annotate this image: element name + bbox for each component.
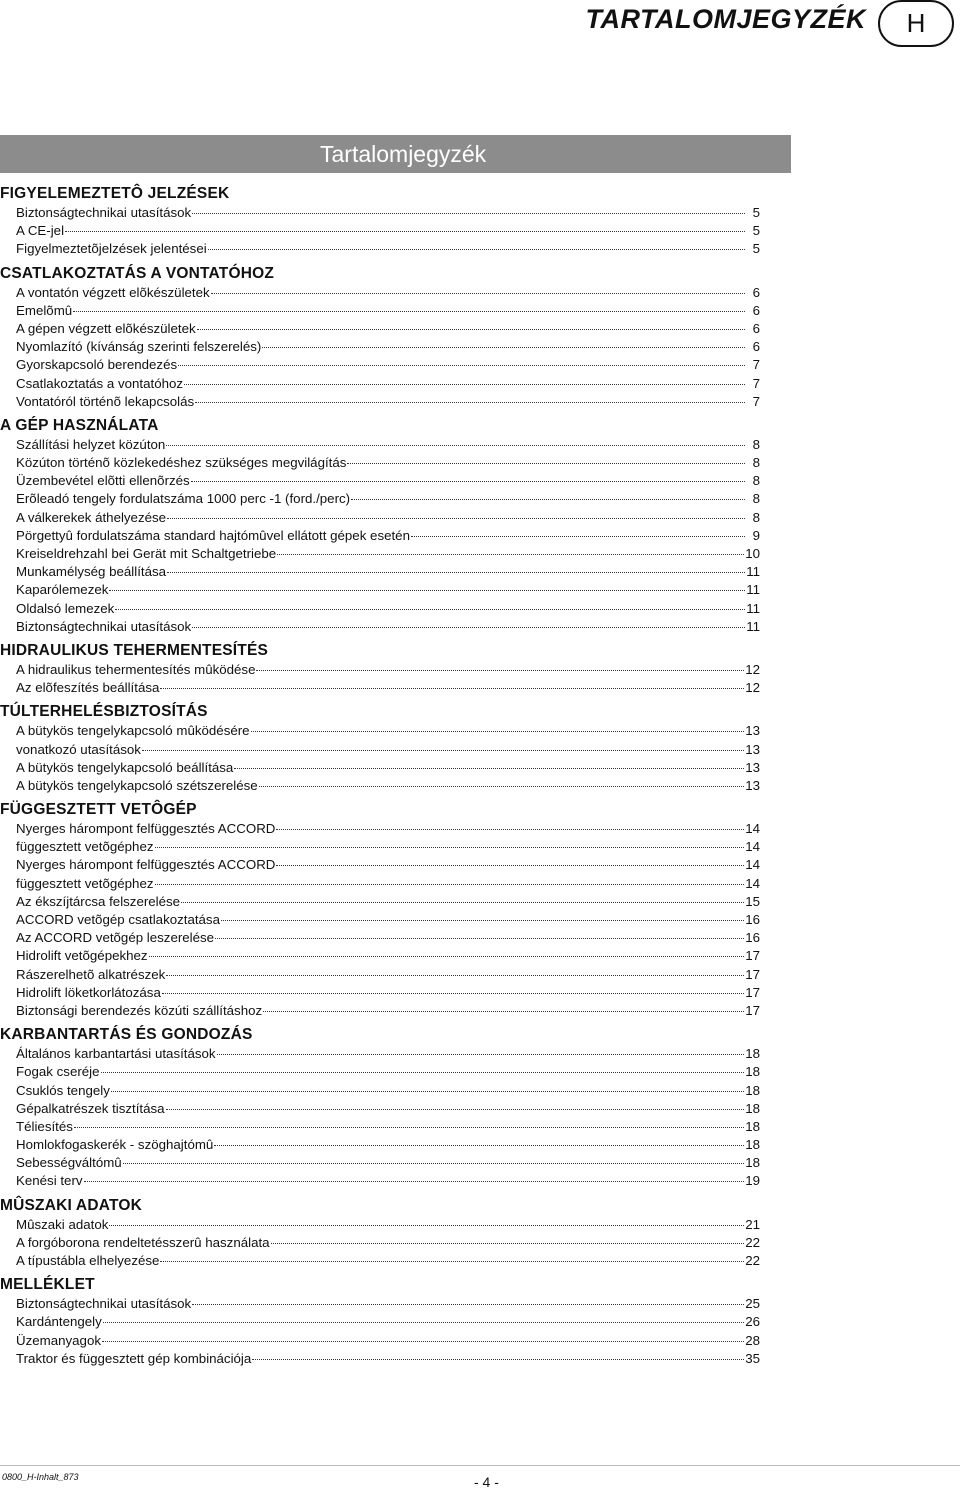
dot-leader [347, 463, 745, 464]
toc-section [0, 1274, 760, 1368]
dot-leader [166, 1109, 745, 1110]
dot-leader [277, 554, 744, 555]
entry-page-number: 8 [752, 509, 760, 525]
toc-entry [0, 1234, 760, 1252]
toc-entry [0, 984, 760, 1002]
toc-entry [0, 338, 760, 356]
entry-page-number: 12 [745, 680, 760, 696]
entry-label: A válkerekek áthelyezése [16, 509, 167, 525]
entry-label: A bütykös tengelykapcsoló mûködésére [16, 723, 250, 739]
entry-label: A bütykös tengelykapcsoló szétszerelése [16, 777, 258, 793]
entry-page-number: 22 [745, 1253, 760, 1268]
entry-page-number: 17 [745, 966, 760, 982]
entry-page-number: 7 [752, 375, 760, 391]
toc-entry [0, 722, 760, 740]
toc-entry [0, 1332, 760, 1350]
entry-page-number: 11 [746, 618, 760, 634]
dot-leader [276, 865, 744, 866]
entry-label: Pörgettyû fordulatszáma standard hajtómûvel ellátott gépek esetén [16, 527, 410, 543]
dot-leader [192, 627, 745, 628]
entry-page-number: 8 [752, 473, 760, 489]
toc-entry [0, 581, 760, 599]
toc-entry [0, 966, 760, 984]
dot-leader [155, 884, 745, 885]
toc-entry [0, 1082, 760, 1100]
entry-label: Üzembevétel elõtti ellenõrzés [16, 473, 190, 489]
entry-page-number: 28 [745, 1332, 760, 1348]
dot-leader [160, 1261, 744, 1262]
dot-leader [149, 956, 745, 957]
entry-label: Nyerges hárompont felfüggesztés ACCORD [16, 821, 276, 837]
entry-label: Vontatóról történõ lekapcsolás [16, 393, 195, 409]
toc-entry [0, 472, 760, 490]
entry-page-number: 7 [752, 357, 760, 373]
dot-leader [166, 445, 745, 446]
entry-page-number: 6 [752, 284, 760, 300]
entry-page-number: 17 [745, 984, 760, 1000]
dot-leader [115, 609, 745, 610]
toc-section [0, 799, 760, 1020]
entry-page-number: 15 [745, 893, 760, 909]
toc-section [0, 640, 760, 697]
entry-label: Üzemanyagok [16, 1332, 101, 1348]
entry-label: Homlokfogaskerék - szöghajtómû [16, 1137, 214, 1153]
toc-entry [0, 759, 760, 777]
dot-leader [263, 1011, 744, 1012]
toc-entry [0, 1216, 760, 1234]
entry-label: Munkamélység beállítása [16, 564, 167, 580]
entry-page-number: 19 [745, 1173, 760, 1189]
dot-leader [155, 847, 745, 848]
section-title: MÛSZAKI ADATOK [0, 1196, 143, 1214]
entry-label: Közúton történõ közlekedéshez szükséges megvilágítás [16, 455, 347, 471]
entry-label: Általános karbantartási utasítások [16, 1046, 216, 1062]
entry-label: ACCORD vetõgép csatlakoztatása [16, 912, 220, 927]
footer-rule [0, 1465, 960, 1466]
toc-entry [0, 490, 760, 508]
entry-label: Fogak cseréje [16, 1064, 100, 1080]
entry-page-number: 18 [745, 1155, 760, 1171]
toc-entry [0, 375, 760, 393]
toc-entry [0, 856, 760, 874]
entry-page-number: 17 [745, 948, 760, 964]
dot-leader [191, 481, 745, 482]
toc-entry [0, 661, 760, 679]
entry-page-number: 17 [745, 1002, 760, 1018]
toc-entry [0, 436, 760, 454]
entry-label: függesztett vetõgéphez [16, 875, 154, 891]
entry-label: Gépalkatrészek tisztítása [16, 1100, 165, 1116]
toc-entry [0, 875, 760, 893]
entry-label: Biztonságtechnikai utasítások [16, 1296, 192, 1312]
entry-label: Kaparólemezek [16, 582, 109, 598]
toc-section [0, 1024, 760, 1191]
dot-leader [276, 829, 744, 830]
toc-entry [0, 741, 760, 759]
entry-label: Rászerelhetõ alkatrészek [16, 966, 166, 982]
entry-page-number: 7 [752, 393, 760, 409]
dot-leader [195, 402, 745, 403]
dot-leader [109, 590, 745, 591]
toc-entry [0, 320, 760, 338]
toc-entry [0, 1350, 760, 1368]
toc-entry [0, 356, 760, 374]
page-header-title: TARTALOMJEGYZÉK [585, 4, 866, 34]
entry-page-number: 9 [752, 527, 760, 543]
entry-page-number: 11 [746, 582, 760, 598]
entry-label: Biztonságtechnikai utasítások [16, 205, 192, 220]
entry-label: Kreiseldrehzahl bei Gerät mit Schaltgetriebe [16, 546, 277, 561]
entry-label: Nyerges hárompont felfüggesztés ACCORD [16, 857, 276, 873]
toc-entry [0, 454, 760, 472]
entry-page-number: 35 [745, 1350, 760, 1366]
entry-page-number: 12 [745, 661, 760, 677]
toc-section [0, 701, 760, 795]
entry-label: Mûszaki adatok [16, 1216, 109, 1232]
entry-label: Emelõmû [16, 302, 73, 318]
dot-leader [167, 572, 745, 573]
toc-entry [0, 1045, 760, 1063]
entry-page-number: 14 [745, 821, 760, 837]
toc-entry [0, 1063, 760, 1081]
toc-entry [0, 545, 760, 563]
entry-label: Traktor és függesztett gép kombinációja [16, 1350, 252, 1366]
entry-page-number: 13 [745, 741, 760, 757]
entry-page-number: 13 [745, 723, 760, 739]
toc-entry [0, 1002, 760, 1020]
dot-leader [74, 1127, 744, 1128]
entry-page-number: 16 [745, 930, 760, 946]
entry-label: Az elõfeszítés beállítása [16, 680, 160, 696]
toc-section [0, 1195, 760, 1271]
entry-label: A típustábla elhelyezése [16, 1253, 160, 1268]
dot-leader [142, 750, 744, 751]
entry-page-number: 18 [745, 1118, 760, 1134]
entry-label: A hidraulikus tehermentesítés mûködése [16, 661, 256, 677]
entry-page-number: 11 [746, 600, 760, 616]
entry-page-number: 5 [752, 241, 760, 257]
toc-entry [0, 527, 760, 545]
dot-leader [192, 1304, 744, 1305]
toc-entry [0, 618, 760, 636]
dot-leader [192, 213, 745, 214]
entry-page-number: 14 [745, 875, 760, 891]
dot-leader [160, 688, 744, 689]
entry-page-number: 18 [745, 1046, 760, 1062]
toc-entry [0, 947, 760, 965]
toc-entry [0, 1118, 760, 1136]
toc-section [0, 263, 760, 411]
entry-label: Kardántengely [16, 1314, 102, 1330]
toc-entry [0, 1313, 760, 1331]
entry-label: Az ACCORD vetõgép leszerelése [16, 930, 215, 946]
entry-page-number: 8 [752, 491, 760, 507]
dot-leader [102, 1341, 744, 1342]
entry-page-number: 8 [752, 436, 760, 452]
entry-page-number: 10 [745, 546, 760, 561]
dot-leader [411, 536, 745, 537]
entry-page-number: 16 [745, 912, 760, 927]
entry-label: Biztonságtechnikai utasítások [16, 618, 192, 634]
entry-label: Erõleadó tengely fordulatszáma 1000 perc -1 (ford./perc) [16, 491, 351, 507]
entry-page-number: 6 [752, 302, 760, 318]
toc-entry [0, 222, 760, 240]
dot-leader [208, 249, 745, 250]
entry-page-number: 8 [752, 455, 760, 471]
entry-label: Kenési terv [16, 1173, 83, 1189]
entry-label: Az ékszíjtárcsa felszerelése [16, 893, 181, 909]
toc-entry [0, 1100, 760, 1118]
entry-page-number: 21 [745, 1216, 760, 1232]
entry-label: A CE-jel [16, 223, 65, 239]
dot-leader [178, 365, 745, 366]
dot-leader [214, 1145, 744, 1146]
entry-page-number: 18 [745, 1100, 760, 1116]
dot-leader [181, 902, 744, 903]
section-title: FIGYELEMEZTETÔ JELZÉSEK [0, 185, 230, 202]
section-title: CSATLAKOZTATÁS A VONTATÓHOZ [0, 264, 275, 282]
dot-leader [84, 1181, 745, 1182]
dot-leader [251, 731, 745, 732]
toc-entry [0, 1136, 760, 1154]
entry-label: Hidrolift löketkorlátozása [16, 984, 161, 1000]
toc-entry [0, 893, 760, 911]
toc-entry [0, 240, 760, 258]
footer-document-code: 0800_H-Inhalt_873 [2, 1472, 79, 1482]
dot-leader [197, 329, 745, 330]
toc-entry [0, 911, 760, 929]
entry-label: Gyorskapcsoló berendezés [16, 357, 178, 373]
entry-page-number: 18 [745, 1082, 760, 1098]
dot-leader [259, 786, 745, 787]
entry-label: Oldalsó lemezek [16, 600, 115, 616]
dot-leader [217, 1054, 745, 1055]
dot-leader [221, 920, 744, 921]
entry-page-number: 22 [745, 1234, 760, 1250]
section-title: HIDRAULIKUS TEHERMENTESÍTÉS [0, 641, 269, 659]
language-badge: H [878, 0, 954, 47]
dot-leader [167, 518, 745, 519]
toc-entry [0, 600, 760, 618]
entry-page-number: 13 [745, 777, 760, 793]
dot-leader [162, 993, 744, 994]
toc-entry [0, 929, 760, 947]
dot-leader [166, 975, 744, 976]
toc-entry [0, 1154, 760, 1172]
entry-page-number: 13 [745, 759, 760, 775]
entry-page-number: 25 [745, 1296, 760, 1312]
section-title: A GÉP HASZNÁLATA [0, 416, 159, 434]
entry-page-number: 5 [752, 223, 760, 239]
dot-leader [211, 293, 745, 294]
toc-section [0, 183, 760, 259]
entry-label: Téliesítés [16, 1118, 73, 1134]
entry-label: Biztonsági berendezés közúti szállításhoz [16, 1002, 263, 1018]
entry-page-number: 14 [745, 839, 760, 855]
entry-label: Hidrolift vetõgépekhez [16, 948, 148, 964]
entry-page-number: 14 [745, 857, 760, 873]
dot-leader [234, 768, 744, 769]
dot-leader [101, 1072, 745, 1073]
section-title: MELLÉKLET [0, 1276, 95, 1294]
entry-page-number: 5 [752, 205, 760, 220]
footer-page-number: - 4 - [474, 1474, 499, 1490]
toc-title-band: Tartalomjegyzék [0, 135, 791, 173]
entry-page-number: 11 [746, 564, 760, 580]
section-title: FÜGGESZTETT VETÔGÉP [0, 801, 197, 819]
entry-label: függesztett vetõgéphez [16, 839, 154, 855]
entry-label: Szállítási helyzet közúton [16, 436, 166, 452]
toc-entry [0, 679, 760, 697]
entry-page-number: 18 [745, 1137, 760, 1153]
entry-label: Sebességváltómû [16, 1155, 122, 1171]
toc-entry [0, 777, 760, 795]
dot-leader [73, 311, 745, 312]
dot-leader [65, 231, 745, 232]
entry-label: Nyomlazító (kívánság szerinti felszerelés) [16, 339, 262, 355]
dot-leader [256, 670, 744, 671]
dot-leader [184, 384, 745, 385]
entry-label: Csatlakoztatás a vontatóhoz [16, 375, 184, 391]
dot-leader [262, 347, 745, 348]
dot-leader [109, 1225, 744, 1226]
toc-entry [0, 204, 760, 222]
dot-leader [103, 1322, 744, 1323]
toc-entry [0, 1295, 760, 1313]
toc-entry [0, 1172, 760, 1190]
entry-page-number: 6 [752, 320, 760, 336]
toc-entry [0, 838, 760, 856]
dot-leader [123, 1163, 745, 1164]
toc-entry [0, 820, 760, 838]
toc-entry [0, 302, 760, 320]
entry-label: A forgóborona rendeltetésszerû használata [16, 1234, 270, 1250]
section-title: TÚLTERHELÉSBIZTOSÍTÁS [0, 703, 208, 721]
table-of-contents [0, 179, 760, 1368]
dot-leader [351, 499, 745, 500]
entry-label: vonatkozó utasítások [16, 741, 141, 757]
entry-label: Figyelmeztetõjelzések jelentései [16, 241, 207, 257]
toc-section [0, 415, 760, 636]
entry-page-number: 26 [745, 1314, 760, 1330]
dot-leader [111, 1091, 744, 1092]
section-title: KARBANTARTÁS ÉS GONDOZÁS [0, 1026, 253, 1044]
entry-label: Csuklós tengely [16, 1082, 110, 1098]
dot-leader [215, 938, 744, 939]
entry-page-number: 18 [745, 1064, 760, 1080]
entry-label: A gépen végzett elõkészületek [16, 320, 196, 336]
entry-page-number: 6 [752, 339, 760, 355]
toc-entry [0, 284, 760, 302]
entry-label: A bütykös tengelykapcsoló beállítása [16, 759, 234, 775]
dot-leader [271, 1243, 745, 1244]
toc-entry [0, 1252, 760, 1270]
toc-entry [0, 393, 760, 411]
toc-entry [0, 509, 760, 527]
entry-label: A vontatón végzett elõkészületek [16, 284, 210, 300]
toc-entry [0, 563, 760, 581]
dot-leader [252, 1359, 744, 1360]
